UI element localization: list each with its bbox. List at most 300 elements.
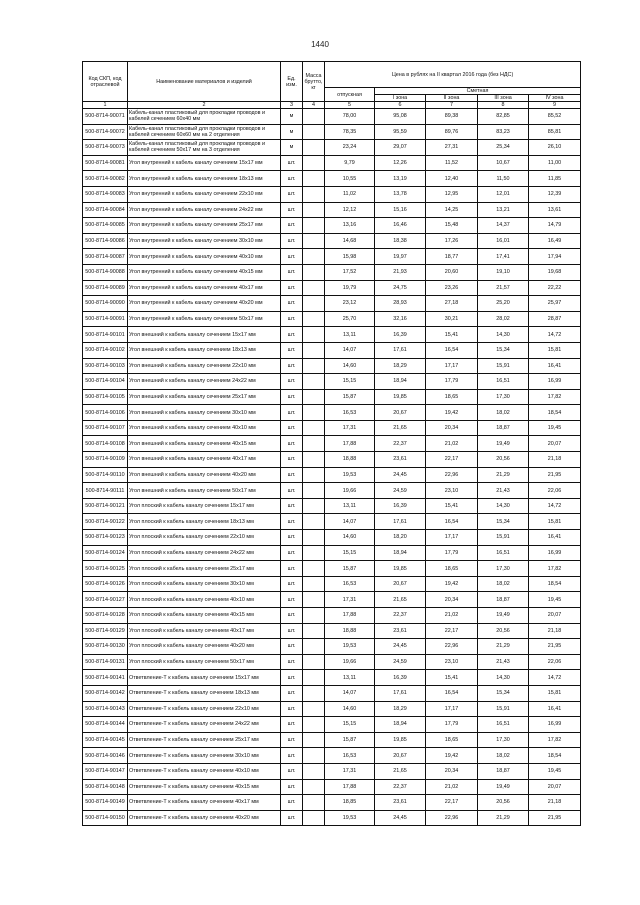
price-zone-4: 21,95 [529,810,581,826]
table-row [83,467,581,483]
header-wholesale: отпускная [325,88,375,102]
price-zone-2: 23,26 [426,280,478,296]
item-name: Угол плоский к кабель каналу сечением 40х20 мм [128,639,281,655]
item-unit: шт. [281,639,303,655]
price-zone-1: 21,65 [375,592,426,608]
item-code: 500-8714-90107 [83,420,128,436]
price-wholesale: 78,00 [325,109,375,125]
col-number: 1 [83,102,128,109]
price-wholesale: 14,60 [325,358,375,374]
price-zone-1: 22,37 [375,608,426,624]
item-mass [303,233,325,249]
item-mass [303,124,325,140]
table-row [83,264,581,280]
price-zone-4: 19,68 [529,264,581,280]
item-name: Угол плоский к кабель каналу сечением 15х17 мм [128,498,281,514]
item-name: Угол внутренний к кабель каналу сечением 22х10 мм [128,186,281,202]
price-zone-2: 23,10 [426,483,478,499]
price-zone-3: 20,56 [478,623,529,639]
item-code: 500-8714-90149 [83,795,128,811]
price-zone-4: 19,45 [529,763,581,779]
table-row [83,374,581,390]
item-name: Угол внешний к кабель каналу сечением 18х13 мм [128,342,281,358]
item-name: Угол внешний к кабель каналу сечением 22х10 мм [128,358,281,374]
item-name: Угол плоский к кабель каналу сечением 40х17 мм [128,623,281,639]
price-zone-4: 18,54 [529,748,581,764]
table-row [83,701,581,717]
item-mass [303,358,325,374]
price-zone-4: 21,18 [529,452,581,468]
price-wholesale: 17,88 [325,608,375,624]
table-row [83,623,581,639]
price-zone-4: 16,99 [529,374,581,390]
price-wholesale: 16,53 [325,576,375,592]
item-name: Ответвление-Т к кабель каналу сечением 15х17 мм [128,670,281,686]
item-unit: шт. [281,467,303,483]
header-zone-4: IV зона [529,95,581,102]
price-zone-1: 23,61 [375,452,426,468]
item-mass [303,467,325,483]
price-zone-1: 17,61 [375,514,426,530]
price-zone-4: 21,95 [529,467,581,483]
price-wholesale: 15,15 [325,374,375,390]
price-table-container [82,61,580,826]
item-unit: шт. [281,592,303,608]
item-unit: шт. [281,389,303,405]
price-wholesale: 19,66 [325,654,375,670]
item-name: Ответвление-Т к кабель каналу сечением 30х10 мм [128,748,281,764]
item-unit: шт. [281,530,303,546]
item-mass [303,717,325,733]
item-code: 500-8714-90088 [83,264,128,280]
item-unit: шт. [281,608,303,624]
price-wholesale: 15,87 [325,561,375,577]
item-code: 500-8714-90129 [83,623,128,639]
price-zone-2: 17,79 [426,717,478,733]
item-unit: шт. [281,374,303,390]
col-number: 3 [281,102,303,109]
item-name: Угол внешний к кабель каналу сечением 30х10 мм [128,405,281,421]
item-unit: шт. [281,670,303,686]
price-zone-3: 18,02 [478,748,529,764]
price-zone-3: 19,49 [478,608,529,624]
item-code: 500-8714-90089 [83,280,128,296]
item-mass [303,545,325,561]
price-zone-4: 85,52 [529,109,581,125]
item-unit: шт. [281,763,303,779]
price-wholesale: 9,79 [325,155,375,171]
price-zone-4: 19,45 [529,592,581,608]
item-name: Угол плоский к кабель каналу сечением 30х10 мм [128,576,281,592]
item-mass [303,405,325,421]
item-name: Угол внутренний к кабель каналу сечением 15х17 мм [128,155,281,171]
item-code: 500-8714-90106 [83,405,128,421]
price-zone-1: 24,59 [375,483,426,499]
item-mass [303,311,325,327]
price-wholesale: 14,07 [325,342,375,358]
price-zone-2: 17,26 [426,233,478,249]
item-code: 500-8714-90123 [83,530,128,546]
item-code: 500-8714-90147 [83,763,128,779]
item-code: 500-8714-90104 [83,374,128,390]
price-zone-1: 18,29 [375,701,426,717]
price-zone-1: 20,67 [375,748,426,764]
price-zone-1: 20,67 [375,405,426,421]
item-code: 500-8714-90126 [83,576,128,592]
price-zone-1: 95,08 [375,109,426,125]
item-unit: шт. [281,452,303,468]
col-number: 4 [303,102,325,109]
item-name: Угол плоский к кабель каналу сечением 18х13 мм [128,514,281,530]
price-zone-3: 17,41 [478,249,529,265]
price-zone-1: 15,16 [375,202,426,218]
price-zone-3: 16,01 [478,233,529,249]
item-name: Ответвление-Т к кабель каналу сечением 25х17 мм [128,732,281,748]
item-name: Ответвление-Т к кабель каналу сечением 18х13 мм [128,685,281,701]
item-unit: шт. [281,436,303,452]
price-zone-1: 13,78 [375,186,426,202]
item-unit: шт. [281,685,303,701]
price-zone-2: 21,02 [426,436,478,452]
header-zone-3: III зона [478,95,529,102]
price-zone-1: 24,45 [375,810,426,826]
item-code: 500-8714-90145 [83,732,128,748]
item-unit: шт. [281,186,303,202]
header-zone-1: I зона [375,95,426,102]
item-name: Кабель-канал пластиковый для прокладки проводов и кабелей сечением 50х17 мм на 3 отделения [128,140,281,156]
table-row [83,249,581,265]
col-number: 5 [325,102,375,109]
price-zone-1: 16,39 [375,327,426,343]
table-row [83,545,581,561]
price-wholesale: 19,53 [325,810,375,826]
price-zone-3: 16,51 [478,545,529,561]
price-zone-3: 15,34 [478,685,529,701]
price-zone-4: 14,72 [529,327,581,343]
item-code: 500-8714-90108 [83,436,128,452]
item-mass [303,795,325,811]
price-wholesale: 14,60 [325,530,375,546]
item-unit: шт. [281,654,303,670]
price-wholesale: 18,88 [325,623,375,639]
item-code: 500-8714-90083 [83,186,128,202]
price-zone-4: 17,82 [529,732,581,748]
price-zone-4: 20,07 [529,608,581,624]
item-unit: шт. [281,779,303,795]
price-zone-3: 14,37 [478,218,529,234]
price-zone-3: 21,43 [478,483,529,499]
price-zone-2: 30,21 [426,311,478,327]
price-zone-2: 20,34 [426,763,478,779]
item-code: 500-8714-90101 [83,327,128,343]
price-zone-1: 16,39 [375,498,426,514]
item-name: Ответвление-Т к кабель каналу сечением 22х10 мм [128,701,281,717]
price-wholesale: 10,55 [325,171,375,187]
price-wholesale: 14,60 [325,701,375,717]
table-row [83,420,581,436]
item-name: Угол внутренний к кабель каналу сечением 18х13 мм [128,171,281,187]
price-wholesale: 23,24 [325,140,375,156]
table-row [83,202,581,218]
price-table [82,61,581,826]
price-wholesale: 12,12 [325,202,375,218]
item-name: Ответвление-Т к кабель каналу сечением 24х22 мм [128,717,281,733]
price-zone-4: 13,61 [529,202,581,218]
item-mass [303,670,325,686]
item-unit: шт. [281,810,303,826]
price-zone-3: 18,87 [478,592,529,608]
price-zone-1: 19,97 [375,249,426,265]
price-zone-4: 17,94 [529,249,581,265]
table-row [83,608,581,624]
price-zone-2: 11,52 [426,155,478,171]
price-zone-3: 21,57 [478,280,529,296]
item-unit: шт. [281,155,303,171]
price-zone-4: 17,82 [529,389,581,405]
price-zone-4: 16,99 [529,717,581,733]
price-zone-4: 14,72 [529,670,581,686]
item-mass [303,171,325,187]
price-zone-4: 15,81 [529,342,581,358]
price-wholesale: 18,88 [325,452,375,468]
item-unit: м [281,140,303,156]
price-zone-3: 18,87 [478,420,529,436]
item-mass [303,592,325,608]
item-mass [303,483,325,499]
item-name: Угол внешний к кабель каналу сечением 40х10 мм [128,420,281,436]
price-zone-1: 18,94 [375,717,426,733]
table-row [83,342,581,358]
price-zone-2: 21,02 [426,779,478,795]
price-zone-4: 19,45 [529,420,581,436]
price-zone-3: 20,56 [478,452,529,468]
item-unit: шт. [281,483,303,499]
item-unit: шт. [281,795,303,811]
price-zone-1: 23,61 [375,795,426,811]
price-zone-3: 21,43 [478,654,529,670]
item-name: Угол внутренний к кабель каналу сечением 50х17 мм [128,311,281,327]
table-row [83,748,581,764]
price-zone-2: 15,48 [426,218,478,234]
price-zone-3: 21,29 [478,639,529,655]
item-mass [303,779,325,795]
price-zone-3: 15,91 [478,530,529,546]
price-zone-2: 16,54 [426,685,478,701]
price-zone-2: 15,41 [426,670,478,686]
table-row [83,530,581,546]
item-mass [303,514,325,530]
price-zone-4: 14,79 [529,218,581,234]
item-mass [303,186,325,202]
item-name: Угол плоский к кабель каналу сечением 25х17 мм [128,561,281,577]
item-code: 500-8714-90082 [83,171,128,187]
header-price-title: Цена в рублях на II квартал 2016 года (без НДС) [325,62,581,88]
price-zone-3: 15,34 [478,514,529,530]
item-unit: шт. [281,218,303,234]
item-mass [303,140,325,156]
price-zone-2: 15,41 [426,498,478,514]
table-row [83,155,581,171]
price-wholesale: 19,79 [325,280,375,296]
price-zone-3: 19,49 [478,779,529,795]
price-zone-2: 20,34 [426,592,478,608]
price-zone-1: 18,94 [375,374,426,390]
price-wholesale: 17,31 [325,592,375,608]
price-zone-2: 89,38 [426,109,478,125]
price-zone-4: 28,87 [529,311,581,327]
price-zone-1: 95,59 [375,124,426,140]
price-zone-3: 20,56 [478,795,529,811]
item-name: Угол плоский к кабель каналу сечением 50х17 мм [128,654,281,670]
price-zone-1: 18,20 [375,530,426,546]
price-zone-2: 22,17 [426,795,478,811]
item-mass [303,654,325,670]
item-name: Угол плоский к кабель каналу сечением 40х15 мм [128,608,281,624]
price-zone-1: 18,94 [375,545,426,561]
price-zone-2: 18,65 [426,389,478,405]
table-row [83,654,581,670]
item-name: Угол внутренний к кабель каналу сечением 25х17 мм [128,218,281,234]
price-zone-3: 13,21 [478,202,529,218]
item-mass [303,249,325,265]
header-code: Код СКП, код отраслевой [83,62,128,102]
item-mass [303,810,325,826]
price-zone-1: 29,07 [375,140,426,156]
price-zone-1: 19,85 [375,389,426,405]
item-name: Угол внешний к кабель каналу сечением 40х20 мм [128,467,281,483]
price-zone-2: 12,95 [426,186,478,202]
item-mass [303,732,325,748]
price-wholesale: 15,87 [325,389,375,405]
price-zone-4: 18,54 [529,405,581,421]
price-zone-1: 28,93 [375,296,426,312]
item-code: 500-8714-90144 [83,717,128,733]
price-zone-3: 18,02 [478,576,529,592]
price-zone-4: 20,07 [529,436,581,452]
item-unit: м [281,124,303,140]
page-number: 1440 [311,40,329,49]
item-name: Ответвление-Т к кабель каналу сечением 40х15 мм [128,779,281,795]
item-code: 500-8714-90111 [83,483,128,499]
price-zone-2: 19,42 [426,405,478,421]
item-code: 500-8714-90130 [83,639,128,655]
price-zone-3: 19,49 [478,436,529,452]
table-row [83,358,581,374]
table-row [83,795,581,811]
price-wholesale: 14,07 [325,685,375,701]
item-mass [303,576,325,592]
header-zone-2: II зона [426,95,478,102]
col-number: 7 [426,102,478,109]
price-zone-1: 23,61 [375,623,426,639]
item-unit: шт. [281,202,303,218]
price-zone-2: 22,17 [426,452,478,468]
price-zone-3: 17,30 [478,389,529,405]
price-zone-4: 21,18 [529,623,581,639]
price-zone-4: 85,81 [529,124,581,140]
price-zone-1: 20,67 [375,576,426,592]
price-zone-3: 25,20 [478,296,529,312]
item-name: Ответвление-Т к кабель каналу сечением 40х20 мм [128,810,281,826]
price-zone-4: 15,81 [529,685,581,701]
price-wholesale: 17,88 [325,779,375,795]
price-zone-3: 15,91 [478,358,529,374]
price-wholesale: 14,68 [325,233,375,249]
item-mass [303,452,325,468]
price-zone-3: 15,91 [478,701,529,717]
item-code: 500-8714-90124 [83,545,128,561]
item-code: 500-8714-90146 [83,748,128,764]
item-name: Кабель-канал пластиковый для прокладки проводов и кабелей сечением 60х40 мм [128,109,281,125]
table-row [83,405,581,421]
price-wholesale: 17,31 [325,420,375,436]
price-zone-2: 22,96 [426,639,478,655]
price-wholesale: 19,66 [325,483,375,499]
item-mass [303,264,325,280]
item-name: Ответвление-Т к кабель каналу сечением 40х17 мм [128,795,281,811]
item-name: Угол внешний к кабель каналу сечением 15х17 мм [128,327,281,343]
table-row [83,124,581,140]
price-zone-1: 32,16 [375,311,426,327]
item-mass [303,623,325,639]
price-zone-3: 12,01 [478,186,529,202]
price-zone-3: 28,02 [478,311,529,327]
item-code: 500-8714-90073 [83,140,128,156]
item-unit: шт. [281,264,303,280]
price-zone-2: 19,42 [426,748,478,764]
price-zone-4: 26,10 [529,140,581,156]
price-zone-2: 14,25 [426,202,478,218]
table-row [83,296,581,312]
item-code: 500-8714-90102 [83,342,128,358]
price-zone-3: 17,30 [478,561,529,577]
price-zone-1: 12,26 [375,155,426,171]
table-body [83,109,581,826]
item-mass [303,701,325,717]
price-zone-1: 17,61 [375,342,426,358]
price-zone-3: 21,29 [478,467,529,483]
item-code: 500-8714-90103 [83,358,128,374]
item-unit: шт. [281,233,303,249]
header-estimate: Сметная [375,88,581,95]
price-wholesale: 25,70 [325,311,375,327]
price-zone-4: 14,72 [529,498,581,514]
price-wholesale: 16,53 [325,748,375,764]
price-zone-2: 19,42 [426,576,478,592]
item-mass [303,608,325,624]
table-row [83,779,581,795]
item-unit: шт. [281,327,303,343]
price-zone-3: 18,02 [478,405,529,421]
header-unit: Ед. изм. [281,62,303,102]
item-unit: шт. [281,732,303,748]
item-mass [303,685,325,701]
price-zone-1: 19,85 [375,732,426,748]
price-zone-3: 18,87 [478,763,529,779]
item-unit: м [281,109,303,125]
table-row [83,561,581,577]
price-zone-1: 24,45 [375,467,426,483]
item-name: Угол внутренний к кабель каналу сечением 24х22 мм [128,202,281,218]
price-zone-3: 19,10 [478,264,529,280]
price-wholesale: 14,07 [325,514,375,530]
price-zone-2: 12,40 [426,171,478,187]
price-wholesale: 16,53 [325,405,375,421]
header-name: Наименование материалов и изделий [128,62,281,102]
price-zone-2: 89,76 [426,124,478,140]
item-name: Угол внешний к кабель каналу сечением 24х22 мм [128,374,281,390]
item-mass [303,389,325,405]
